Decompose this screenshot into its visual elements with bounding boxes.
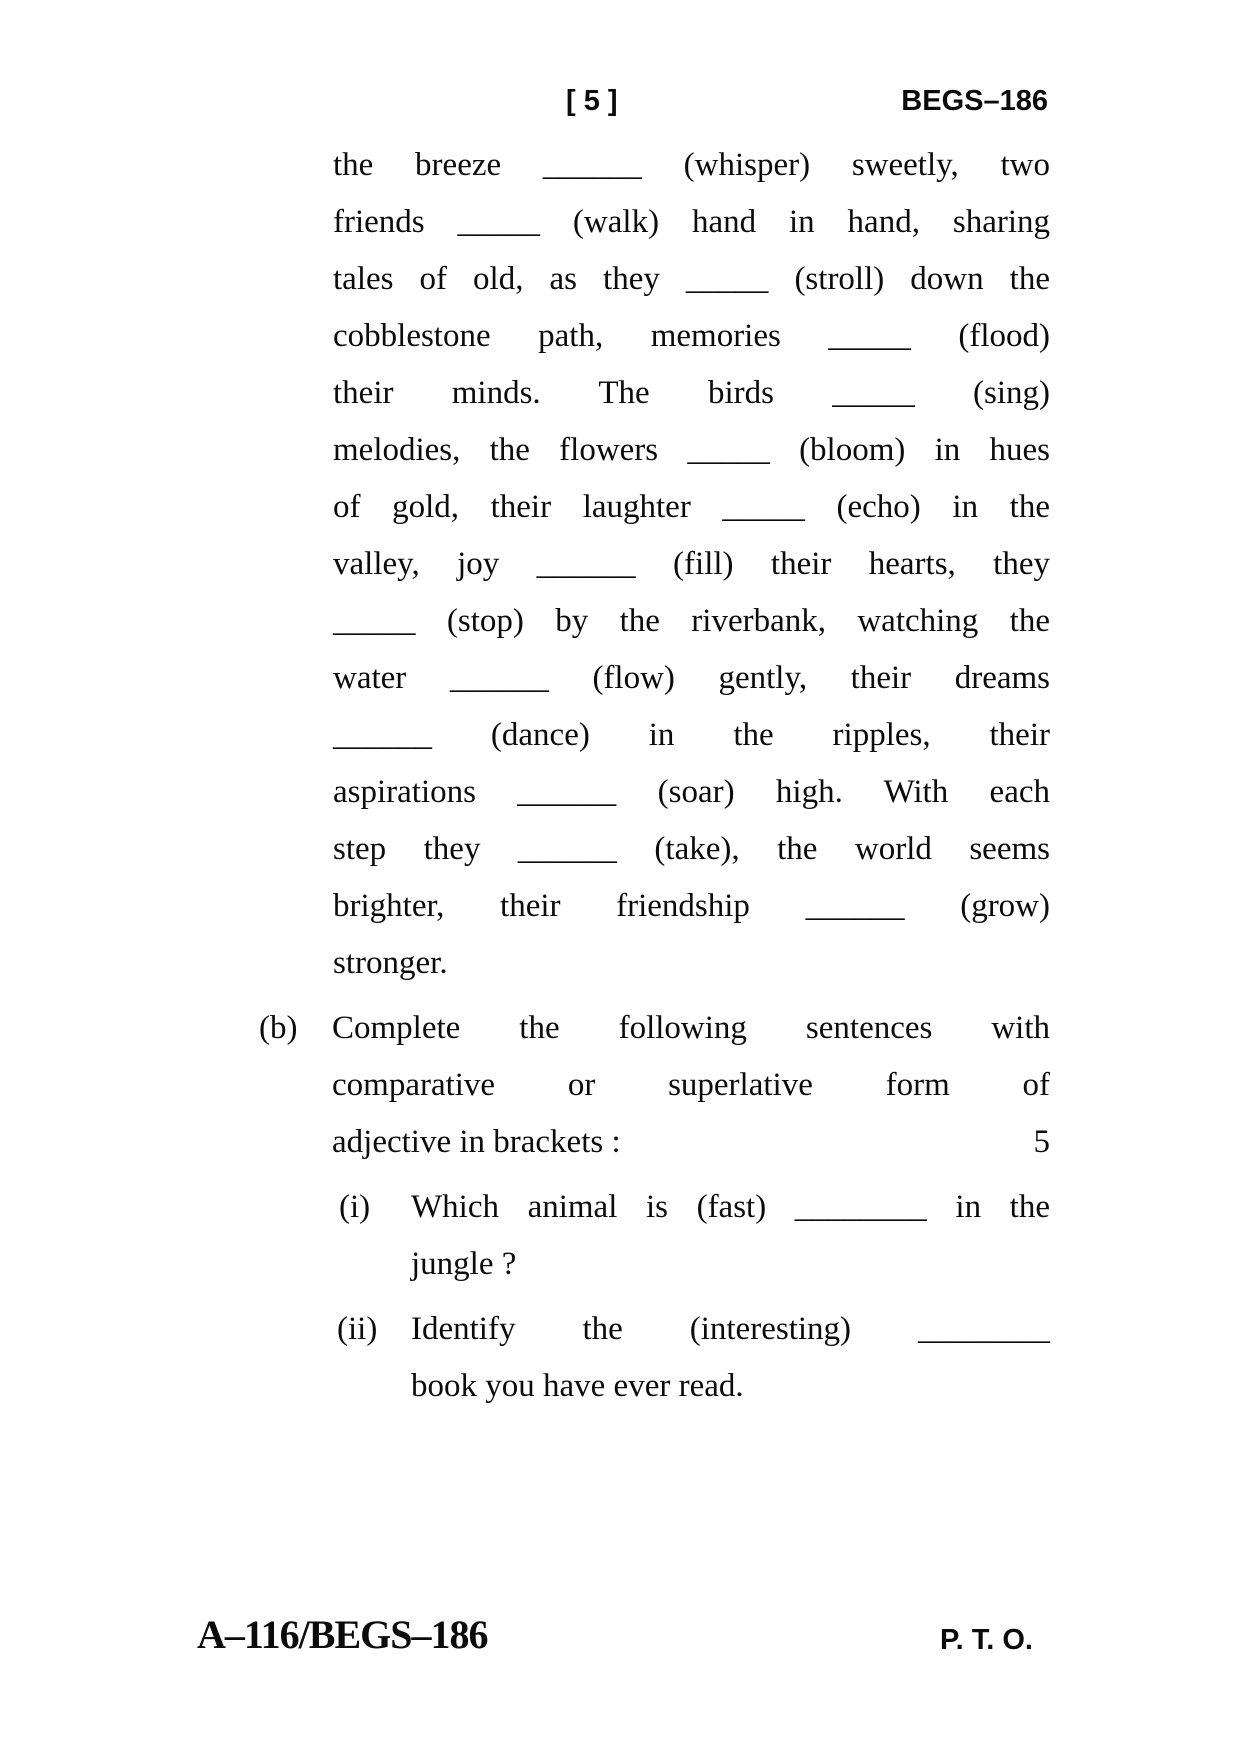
paragraph-line: brighter, their friendship ______ (grow) — [333, 888, 1050, 924]
paragraph-line: _____ (stop) by the riverbank, watching the — [333, 603, 1050, 639]
item-line: book you have ever read. — [411, 1368, 744, 1404]
paragraph-line: ______ (dance) in the ripples, their — [333, 717, 1050, 753]
paragraph-line: friends _____ (walk) hand in hand, sharing — [333, 204, 1050, 240]
marks-value: 5 — [1033, 1124, 1050, 1160]
fill-in-blanks-paragraph — [333, 137, 1050, 992]
paragraph-line: stronger. — [333, 945, 448, 981]
page-number: [ 5 ] — [566, 85, 618, 117]
paragraph-line: tales of old, as they _____ (stroll) down the — [333, 261, 1050, 297]
paragraph-line: aspirations ______ (soar) high. With each — [333, 774, 1050, 810]
pto-label: P. T. O. — [940, 1624, 1033, 1656]
item-i-label: (i) — [339, 1189, 371, 1225]
part-b-label: (b) — [259, 1010, 298, 1046]
paragraph-line: of gold, their laughter _____ (echo) in the — [333, 489, 1050, 525]
paragraph-line: cobblestone path, memories _____ (flood) — [333, 318, 1050, 354]
paragraph-line: melodies, the flowers _____ (bloom) in hues — [333, 432, 1050, 468]
item-ii — [411, 1301, 1050, 1415]
paragraph-line: their minds. The birds _____ (sing) — [333, 375, 1050, 411]
paper-code: BEGS–186 — [901, 85, 1048, 117]
instruction-line-with-marks — [332, 1114, 1050, 1171]
instruction-line: adjective in brackets : — [332, 1124, 621, 1160]
item-ii-label: (ii) — [337, 1311, 378, 1347]
item-line: Which animal is (fast) ________ in the — [411, 1189, 1050, 1225]
item-i — [411, 1179, 1050, 1293]
item-line: Identify the (interesting) ________ — [411, 1311, 1050, 1347]
instruction-line: comparative or superlative form of — [332, 1067, 1050, 1103]
paragraph-line: step they ______ (take), the world seems — [333, 831, 1050, 867]
item-line: jungle ? — [411, 1246, 517, 1282]
paragraph-line: valley, joy ______ (fill) their hearts, they — [333, 546, 1050, 582]
paragraph-line: the breeze ______ (whisper) sweetly, two — [333, 147, 1050, 183]
part-b-instruction — [332, 1000, 1050, 1171]
paragraph-line: water ______ (flow) gently, their dreams — [333, 660, 1050, 696]
instruction-line: Complete the following sentences with — [332, 1010, 1050, 1046]
exam-code: A–116/BEGS–186 — [197, 1612, 488, 1657]
